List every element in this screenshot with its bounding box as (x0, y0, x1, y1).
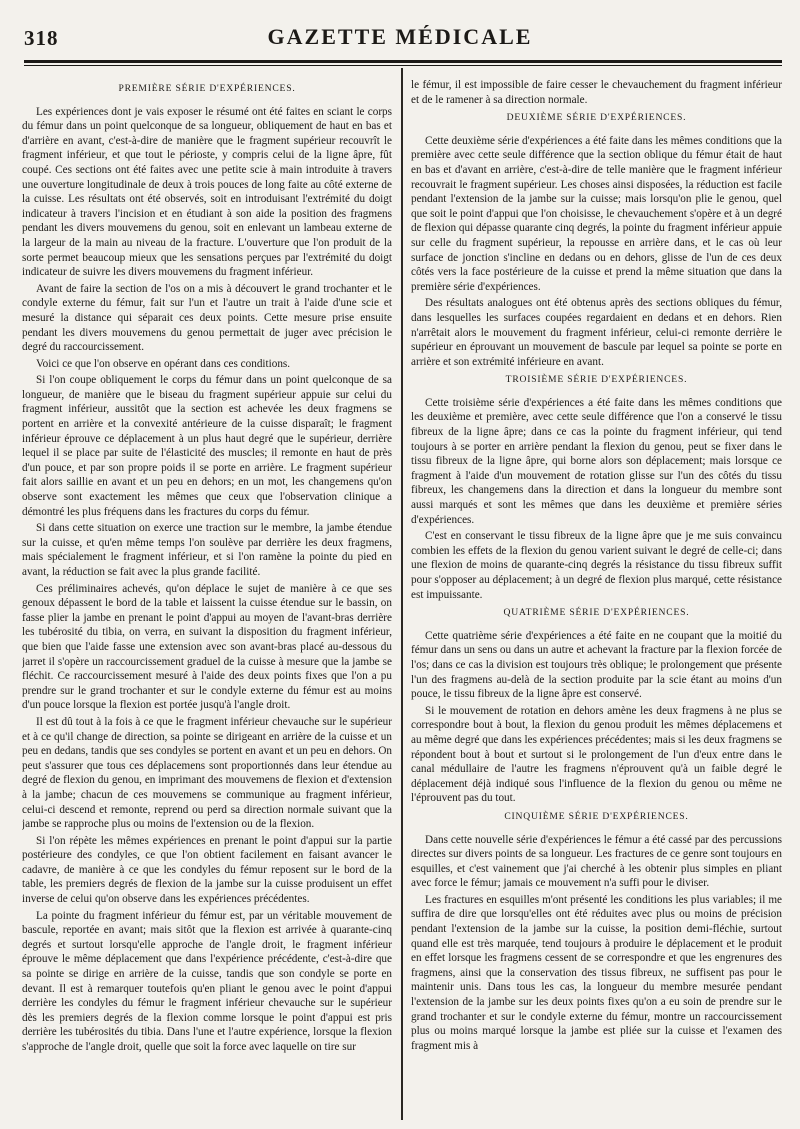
paragraph: Des résultats analogues ont été obtenus après des sections obliques du fémur, dans lesquelles les surfaces coupées regardaient en dedans et en dehors. Rien n'arrêtait alors le mouvement du fragment inférieur, celui-ci remonte derrière le supérieur en éprouvant un mouvement de bascule par lequel sa pointe se porte en arrière et son extrémité inférieure en avant. (411, 297, 782, 368)
paragraph: Si l'on coupe obliquement le corps du fémur dans un point quelconque de sa longueur, de manière que le biseau du fragment supérieur appuie sur celui du fragment inférieur, aussitôt que la section est achevée les deux fragmens se portent en arrière et la convexité antérieure de la cuisse disparaît; le fragment inférieur éprouve ce déplacement à un plus haut degré que le supérieur, derrière lequel il se place par suite de l'élasticité des muscles; il remonte en haut de près d'un pouce, et par son propre poids il se porte en arrière. Le fragment supérieur fait alors saillie en avant et un peu en dehors; en un mot, les changemens qu'on observe sont exactement les mêmes que ceux que l'observation clinique a démontré les plus fréquens dans les fractures du corps du fémur. (22, 374, 392, 518)
section-heading: DEUXIÈME SÉRIE D'EXPÉRIENCES. (506, 112, 687, 124)
paragraph: Il est dû tout à la fois à ce que le fragment inférieur chevauche sur le supérieur et à ce qu'il change de direction, sa pointe se dirigeant en arrière de la cuisse et un peu en dedans, tandis que ses condyles se portent en avant et un peu en dehors. On peut s'assurer que tous ces déplacemens sont proportionnés dans leur étendue au degré de flexion du genou, en imprimant des mouvemens de flexion et d'extension à la jambe; chacun de ces mouvemens se communique au fragment inférieur, celui-ci descend et remonte, reprend ou perd sa direction normale suivant que la jambe se rapproche plus ou moins de l'extension ou de la flexion. (22, 715, 392, 831)
column-divider (401, 68, 403, 1120)
paragraph: Dans cette nouvelle série d'expériences le fémur a été cassé par des percussions directes sur divers points de sa longueur. Les fractures de ce genre sont toujours en esquilles, et c'est vainement que j'ai cherché à les obtenir plus simples en pliant avec force le fémur; jamais ce mouvement n'a suffi pour le diviser. (411, 833, 782, 890)
section-heading: PREMIÈRE SÉRIE D'EXPÉRIENCES. (118, 83, 296, 94)
left-column (22, 78, 392, 1118)
paragraph: Si le mouvement de rotation en dehors amène les deux fragmens à ne plus se correspondre bout à bout, la flexion du genou produit les mêmes déplacemens et au même degré que dans les expériences précédentes; mais si les deux fragmens se répondent bout à bout et surtout si le prolongement de l'un d'eux entre dans le canal médullaire de l'autre les fragmens n'éprouvent qu'à un faible degré le déplacement déjà indiqué sous l'influence de la flexion du genou ou même ne l'éprouvent pas du tout. (411, 704, 782, 805)
page-header (24, 22, 776, 56)
section-heading: TROISIÈME SÉRIE D'EXPÉRIENCES. (505, 374, 688, 386)
paragraph: Si dans cette situation on exerce une traction sur le membre, la jambe étendue sur la cuisse, et qu'en même temps l'on soulève par derrière les deux fragmens, mais spécialement le fragment inférieur, et si l'on ramène la pointe du pied en avant, la réduction se fait avec la plus grande facilité. (22, 522, 392, 578)
page-number: 318 (24, 26, 59, 50)
section-heading: QUATRIÈME SÉRIE D'EXPÉRIENCES. (503, 607, 690, 619)
paragraph: Cette deuxième série d'expériences a été faite dans les mêmes conditions que la première avec cette seule différence que la section oblique du fémur était de haut en bas et d'avant en arrière, c'est-à-dire de telle manière que le fragment inférieur recouvrait le fragment supérieur. Les choses ainsi disposées, la réduction est facile pendant l'extension de la jambe sur la cuisse; mais lorsqu'on plie le genou, quel que soit le point d'appui que l'on choisisse, le chevauchement s'opère et à un degré de flexion qui dépasse quarante cinq degrés, la pointe du fragment inférieur appuie sur celle du fragment supérieur, la repousse en arrière dans, et le cas où leur surface de jonction s'incline en dedans ou en dehors, glisse de l'un de ces deux côtés vers la face postérieure de la cuisse et prend la même situation que dans la première série d'expériences. (411, 134, 782, 293)
paragraph: C'est en conservant le tissu fibreux de la ligne âpre que je me suis convaincu combien les effets de la flexion du genou varient suivant le degré de celle-ci; dans une flexion de moins de quarante-cinq degrés la résistance du tissu fibreux suffit pour s'opposer au déplacement; à un degré de flexion plus marqué, cette résistance est impuissante. (411, 530, 782, 601)
paragraph: Avant de faire la section de l'os on a mis à découvert le grand trochanter et le condyle externe du fémur, fait sur l'un et l'autre un trait à l'aide d'une scie et mesuré la distance qui séparait ces deux points. Cette mesure prise ensuite pendant les divers mouvemens du genou permettait de juger avec précision le degré du raccourcissement. (22, 282, 392, 354)
paragraph: Cette quatrième série d'expériences a été faite en ne coupant que la moitié du fémur dans un sens ou dans un autre et achevant la fracture par la flexion forcée de l'os; dans ce cas la division est toujours très oblique; le prolongement que présente l'un des fragmens au-delà de la section produite par la scie étant au moins d'un pouce, le tissu fibreux de la ligne âpre est conservé. (411, 629, 782, 701)
paragraph: Cette troisième série d'expériences a été faite dans les mêmes conditions que les deuxième et première, avec cette seule différence que l'on a conservé le tissu fibreux de la ligne âpre; dans ce cas la pointe du fragment inférieur, qui tend toujours à se porter en arrière pendant la flexion du genou, peut se fixer dans le tissu fibreux de la ligne âpre, qui borne alors son déplacement; mais lorsque ce fragment à l'aide d'un mouvement de rotation glisse sur l'un des côtés du tissu fibreux, les changemens dans la direction et dans la longueur du membre sont aussi marqués et sont les mêmes que dans les deuxième et première séries d'expériences. (411, 396, 782, 526)
paragraph: Les fractures en esquilles m'ont présenté les conditions les plus variables; il me suffira de dire que lorsqu'elles ont été réduites avec plus ou moins de précision pendant l'extension de la jambe sur la cuisse, la position demi-fléchie, surtout quand elle est très marquée, tend toujours à produire le déplacement et le produit en effet lorsque les fragmens cessent de se correspondre et que les engrenures des fragmens, ainsi que la conservation des tissus fibreux, ne suffisent pas pour le maintenir unis. Dans tous les cas, la longueur du membre mesurée pendant l'extension de la jambe sur les deux points fixes qu'on a eu soin de prendre sur le grand trochanter et sur le condyle externe du fémur, montre un raccourcissement plus ou moins marqué lorsque la jambe est pliée sur la cuisse et l'examen des fragment mis à (411, 893, 782, 1052)
right-column (411, 78, 782, 1118)
journal-title: GAZETTE MÉDICALE (267, 24, 533, 49)
paragraph: Voici ce que l'on observe en opérant dans ces conditions. (36, 357, 291, 370)
header-rule-thin (24, 65, 782, 66)
paragraph: Si l'on répète les mêmes expériences en prenant le point d'appui sur la partie postérieure des condyles, ce que l'on obtient facilement en faisant avancer le cadavre, de manière à ce que les condyles du fémur reposent sur le bord de la table, les premiers degrés de flexion de la jambe sur la cuisse produisent un effet inverse de celui qu'on observe dans les expériences précédentes. (22, 834, 392, 906)
section-heading: CINQUIÈME SÉRIE D'EXPÉRIENCES. (504, 810, 689, 822)
paragraph: Ces préliminaires achevés, qu'on déplace le sujet de manière à ce que ses genoux dépassent le bord de la table et laissent la cuisse étendue sur le bassin, on fasse plier la jambe en prenant le point d'appui au moyen de l'avant-bras derrière les tubérosité du tibia, on verra, en suivant la disposition du fragment inférieur, que bien que l'aide fasse une extension avec son avant-bras placé au-dessous du jarret il s'opère un raccourcissement graduel de la cuisse à mesure que la jambe se fléchit. Ce raccourcissement mesuré à l'aide des deux points fixes que l'on a pu prendre sur le grand trochanter et sur le condyle externe du fémur est au moins d'un pouce lorsque la flexion est portée jusqu'à l'angle droit. (22, 582, 392, 712)
header-rule (24, 60, 782, 63)
paragraph: le fémur, il est impossible de faire cesser le chevauchement du fragment inférieur et de le ramener à sa direction normale. (411, 79, 782, 106)
paragraph: Les expériences dont je vais exposer le résumé ont été faites en sciant le corps du fémur dans un point quelconque de sa longueur, obliquement de haut en bas et d'arrière en avant, c'est-à-dire de manière que le fragment supérieur recouvrît le fragment inférieur, et que tout le périoste, y compris celui de la ligne âpre, fût coupé. Ces sections ont été faites avec une petite scie à main introduite à travers une ouverture longitudinale de deux à trois pouces de long faite au côté externe de la cuisse. Les résultats ont été observés, soit en introduisant l'extrémité du doigt indicateur à travers l'incision et en étudiant à son aide la position des fragmens pendant les divers mouvemens du genou, soit en enlevant un lambeau externe de la largeur de la main au niveau de la fracture. L'ouverture que l'on produit de la sorte permet beaucoup mieux que les sensations perçues par l'extrémité du doigt indicateur de suivre les divers mouvemens du fragment inférieur. (22, 105, 392, 279)
paragraph: La pointe du fragment inférieur du fémur est, par un véritable mouvement de bascule, reportée en avant; mais sitôt que la flexion est arrivée à quarante-cinq degrés et surtout lorsqu'elle approche de l'angle droit, le fragment inférieur éprouve le même déplacement que dans l'expérience précédente, c'est-à-dire que sa pointe se dirige en arrière de la cuisse, tandis que son condyle se porte en devant. Il est à remarquer toutefois qu'en pliant le genou avec le point d'appui derrière les condyles du fémur le fragment inférieur chevauche sur le supérieur dès les premiers degrés de la flexion comme lorsque le point d'appui est pris derrière les tubérosités du tibia. Dans l'une et l'autre expérience, lorsque la flexion s'approche de l'angle droit, quelle que soit la force avec laquelle on tire sur (22, 909, 392, 1053)
